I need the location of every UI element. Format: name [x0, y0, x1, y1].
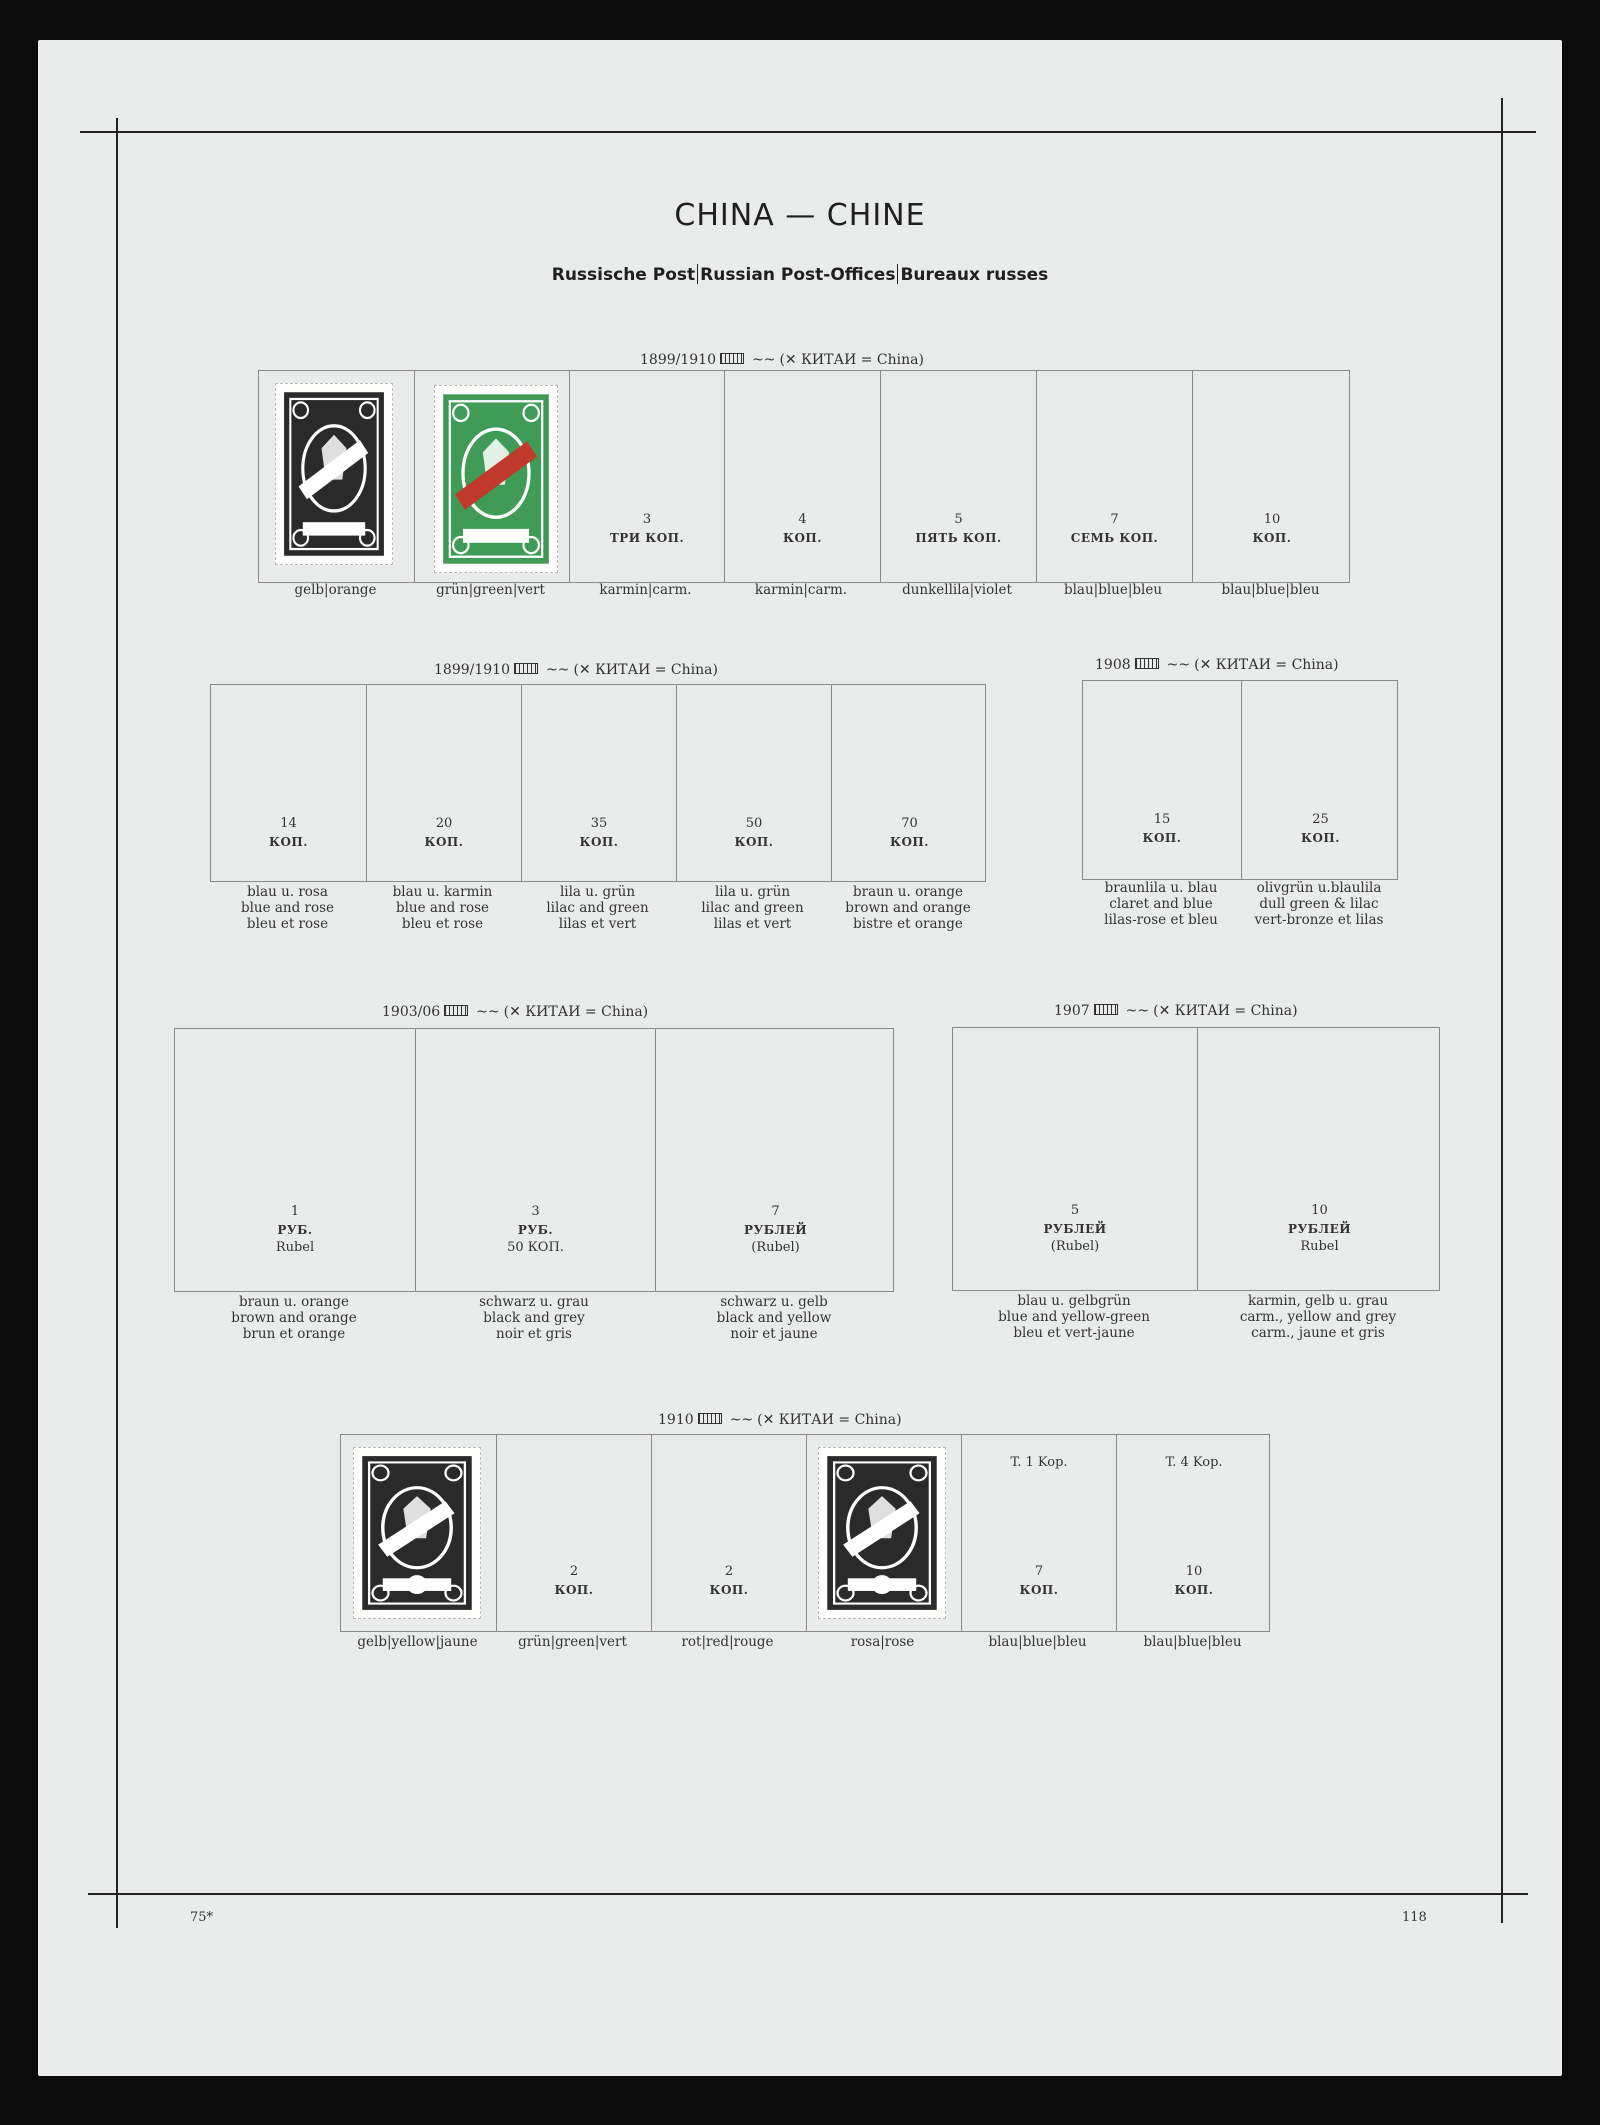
section-5-header: 1907 ~~ (✕ КИТАИ = China): [1054, 1003, 1298, 1019]
stamp-color-caption: rot|red|rouge: [681, 1634, 774, 1650]
caption-line: bleu et vert-jaune: [1013, 1325, 1135, 1341]
denomination-unit: РУБ.: [517, 1223, 554, 1237]
stamp-color-caption: [1072, 880, 1250, 928]
denomination-unit: КОП.: [709, 1583, 749, 1597]
section-2-box: [210, 684, 986, 882]
denomination-number: 1: [290, 1204, 300, 1219]
denomination-number: 70: [901, 816, 918, 831]
denomination-extra: (Rubel): [1050, 1239, 1100, 1254]
stamp-denomination: [1198, 1202, 1441, 1256]
perforation-icon: [720, 353, 744, 364]
section-1-box: [258, 370, 1350, 583]
stamp-color-caption: [644, 1294, 904, 1342]
stamp-denomination: [652, 1563, 806, 1599]
caption-line: braunlila u. blau: [1104, 880, 1218, 896]
stamp-denomination: [725, 511, 880, 547]
caption-line: blue and rose: [240, 900, 335, 916]
section6-stamp-space-2: [496, 1435, 651, 1631]
caption-line: blau u. gelbgrün: [1017, 1293, 1131, 1309]
caption-line: braun u. orange: [852, 884, 964, 900]
section-3-box: [1082, 680, 1398, 880]
denomination-number: 7: [771, 1204, 780, 1219]
page-subtitle: [0, 264, 1600, 285]
denomination-unit: РУБ.: [277, 1223, 313, 1237]
stamp-color-caption: grün|green|vert: [518, 1634, 627, 1650]
section2-stamp-space-1: [211, 685, 366, 881]
subtitle-de: Russische Post: [551, 265, 696, 285]
stamp-color-caption: [510, 884, 685, 932]
stamp-color-caption: [1230, 880, 1408, 928]
stamp-denomination: [367, 815, 521, 851]
stamp-color-caption: [355, 884, 530, 932]
section-5-box: [952, 1027, 1440, 1291]
section3-stamp-space-1: [1083, 681, 1241, 879]
caption-line: lila u. grün: [714, 884, 791, 900]
footer-page-number: 118: [1402, 1910, 1427, 1925]
stamp-color-caption: [942, 1293, 1206, 1341]
subtitle-fr: Bureaux russes: [900, 265, 1049, 285]
stamp-color-caption: blau|blue|bleu: [1221, 582, 1320, 598]
frame-bottom-rule: [88, 1893, 1528, 1895]
section5-stamp-space-2: [1197, 1028, 1441, 1290]
perforation-icon: [698, 1413, 722, 1424]
caption-line: schwarz u. grau: [479, 1294, 589, 1310]
stamp-denomination: [522, 815, 676, 851]
denomination-number: 25: [1312, 812, 1329, 827]
stamp-denomination: [497, 1563, 651, 1599]
stamp-color-caption: karmin|carm.: [599, 582, 692, 598]
denomination-extra: Rubel: [1300, 1239, 1339, 1254]
denomination-number: 2: [724, 1564, 734, 1579]
stamp-type-label: T. 1 Kop.: [1010, 1455, 1068, 1470]
denomination-unit: КОП.: [1019, 1583, 1059, 1597]
stamp-denomination: [1117, 1563, 1271, 1599]
section-4-box: [174, 1028, 894, 1292]
denomination-unit: КОП.: [424, 835, 464, 849]
denomination-unit: КОП.: [579, 835, 619, 849]
denomination-number: 5: [1070, 1203, 1080, 1218]
section4-stamp-space-3: [655, 1029, 895, 1291]
stamp-denomination: [656, 1203, 895, 1257]
caption-line: carm., jaune et gris: [1251, 1325, 1385, 1341]
subtitle-en: Russian Post-Offices: [700, 265, 896, 285]
denomination-extra: (Rubel): [751, 1240, 800, 1255]
mounted-stamp-image: [353, 1447, 481, 1619]
section-2-header: 1899/1910 ~~ (✕ КИТАИ = China): [434, 662, 718, 678]
stamp-color-caption: gelb|orange: [294, 582, 377, 598]
caption-line: lilas-rose et bleu: [1104, 912, 1218, 928]
section6-stamp-space-5: [961, 1435, 1116, 1631]
caption-line: blau u. rosa: [247, 884, 328, 900]
frame-top-rule: [80, 131, 1536, 133]
caption-line: lilac and green: [546, 900, 649, 916]
denomination-unit: КОП.: [1301, 831, 1340, 845]
section1-stamp-space-7: [1192, 371, 1351, 582]
caption-line: brown and orange: [845, 900, 971, 916]
section1-stamp-space-6: [1036, 371, 1192, 582]
caption-line: brun et orange: [242, 1326, 346, 1342]
stamp-color-caption: [200, 884, 375, 932]
section-4-header: 1903/06 ~~ (✕ КИТАИ = China): [382, 1004, 649, 1020]
caption-line: black and grey: [483, 1310, 585, 1326]
footer-left-number: 75*: [190, 1910, 214, 1925]
caption-line: black and yellow: [716, 1310, 832, 1326]
denomination-unit: КОП.: [734, 835, 774, 849]
denomination-unit: КОП.: [554, 1583, 594, 1597]
denomination-unit: СЕМЬ КОП.: [1070, 531, 1159, 545]
denomination-number: 3: [531, 1204, 540, 1219]
denomination-unit: КОП.: [1174, 1583, 1214, 1597]
caption-line: dull green & lilac: [1259, 896, 1379, 912]
denomination-unit: КОП.: [1142, 831, 1182, 845]
mounted-stamp-image: [818, 1447, 946, 1619]
watermark-icon: ~~: [1125, 1003, 1150, 1019]
stamp-denomination: [962, 1563, 1116, 1599]
caption-line: lilac and green: [701, 900, 804, 916]
denomination-unit: РУБЛЕЙ: [1043, 1222, 1107, 1236]
caption-line: braun u. orange: [238, 1294, 350, 1310]
section1-stamp-space-4: [724, 371, 880, 582]
mounted-stamp-image: [275, 383, 393, 565]
caption-line: brown and orange: [231, 1310, 357, 1326]
caption-line: lilas et vert: [713, 916, 792, 932]
stamp-color-caption: blau|blue|bleu: [1143, 1634, 1242, 1650]
denomination-number: 10: [1263, 512, 1281, 527]
stamp-denomination: [1193, 511, 1351, 547]
stamp-color-caption: [164, 1294, 424, 1342]
watermark-icon: ~~: [751, 352, 776, 368]
frame-left-rule: [116, 118, 118, 1928]
section2-stamp-space-3: [521, 685, 676, 881]
stamp-color-caption: [404, 1294, 664, 1342]
watermark-icon: ~~: [1166, 657, 1191, 673]
denomination-unit: КОП.: [890, 835, 929, 849]
denomination-number: 20: [435, 816, 453, 831]
denomination-unit: РУБЛЕЙ: [1287, 1222, 1352, 1236]
denomination-number: 15: [1153, 812, 1171, 827]
watermark-icon: ~~: [729, 1412, 754, 1428]
denomination-number: 10: [1311, 1203, 1328, 1218]
caption-line: karmin, gelb u. grau: [1247, 1293, 1389, 1309]
section2-stamp-space-2: [366, 685, 521, 881]
caption-line: bleu et rose: [246, 916, 329, 932]
stamp-color-caption: blau|blue|bleu: [988, 1634, 1087, 1650]
caption-line: schwarz u. gelb: [720, 1294, 828, 1310]
stamp-color-caption: [1186, 1293, 1450, 1341]
section-6-header: 1910 ~~ (✕ КИТАИ = China): [658, 1412, 902, 1428]
caption-line: claret and blue: [1109, 896, 1213, 912]
caption-line: blue and rose: [395, 900, 490, 916]
stamp-denomination: [570, 511, 724, 547]
denomination-number: 7: [1110, 512, 1119, 527]
perforation-icon: [514, 663, 538, 674]
stamp-denomination: [211, 815, 366, 851]
caption-line: noir et gris: [496, 1326, 572, 1342]
stamp-color-caption: gelb|yellow|jaune: [357, 1634, 478, 1650]
denomination-number: 35: [590, 816, 608, 831]
denomination-number: 3: [642, 512, 652, 527]
section3-stamp-space-2: [1241, 681, 1399, 879]
denomination-unit: КОП.: [269, 835, 308, 849]
caption-line: lila u. grün: [559, 884, 636, 900]
page-title: CHINA — CHINE: [674, 198, 926, 233]
stamp-denomination: [953, 1202, 1197, 1256]
caption-line: blau u. karmin: [392, 884, 493, 900]
caption-line: vert-bronze et lilas: [1254, 912, 1384, 928]
denomination-unit: КОП.: [1252, 531, 1292, 545]
perforation-icon: [1094, 1004, 1118, 1015]
stamp-color-caption: [665, 884, 840, 932]
stamp-denomination: [416, 1203, 655, 1257]
caption-line: noir et jaune: [730, 1326, 818, 1342]
section-1-header: 1899/1910 ~~ (✕ КИТАИ = China): [640, 352, 924, 368]
stamp-color-caption: rosa|rose: [850, 1634, 915, 1650]
watermark-icon: ~~: [476, 1004, 500, 1020]
caption-line: lilas et vert: [558, 916, 637, 932]
mounted-stamp-image: [434, 385, 558, 573]
denomination-number: 7: [1034, 1564, 1044, 1579]
section1-stamp-space-3: [569, 371, 724, 582]
stamp-type-label: T. 4 Kop.: [1165, 1455, 1223, 1470]
denomination-extra: Rubel: [275, 1240, 315, 1255]
stamp-color-caption: grün|green|vert: [436, 582, 545, 598]
denomination-unit: КОП.: [783, 531, 822, 545]
denomination-number: 4: [798, 512, 807, 527]
section2-stamp-space-4: [676, 685, 831, 881]
stamp-color-caption: karmin|carm.: [754, 582, 848, 598]
frame-right-rule: [1501, 98, 1503, 1923]
section2-stamp-space-5: [831, 685, 987, 881]
stamp-denomination: [1242, 811, 1399, 847]
section1-stamp-space-5: [880, 371, 1036, 582]
section-3-header: 1908 ~~ (✕ КИТАИ = China): [1095, 657, 1339, 673]
perforation-icon: [1135, 658, 1159, 669]
caption-line: olivgrün u.blaulila: [1256, 880, 1382, 896]
section6-stamp-space-6: [1116, 1435, 1271, 1631]
denomination-number: 50: [745, 816, 763, 831]
stamp-denomination: [1083, 811, 1241, 847]
denomination-unit: РУБЛЕЙ: [743, 1223, 808, 1237]
denomination-number: 14: [280, 816, 297, 831]
denomination-number: 2: [569, 1564, 579, 1579]
section6-stamp-space-3: [651, 1435, 806, 1631]
stamp-color-caption: [820, 884, 996, 932]
stamp-denomination: [677, 815, 831, 851]
denomination-unit: ПЯТЬ КОП.: [915, 531, 1002, 545]
caption-line: blue and yellow-green: [998, 1309, 1150, 1325]
denomination-extra: 50 КОП.: [507, 1240, 564, 1255]
denomination-number: 10: [1185, 1564, 1203, 1579]
perforation-icon: [444, 1005, 468, 1016]
section4-stamp-space-1: [175, 1029, 415, 1291]
stamp-color-caption: blau|blue|bleu: [1063, 582, 1163, 598]
section5-stamp-space-1: [953, 1028, 1197, 1290]
stamp-denomination: [1037, 511, 1192, 547]
caption-line: carm., yellow and grey: [1239, 1309, 1397, 1325]
denomination-unit: ТРИ КОП.: [609, 531, 685, 545]
stamp-denomination: [832, 815, 987, 851]
caption-line: bleu et rose: [401, 916, 484, 932]
caption-line: bistre et orange: [853, 916, 963, 932]
section-6-box: [340, 1434, 1270, 1632]
stamp-color-caption: dunkellila|violet: [902, 582, 1012, 598]
section4-stamp-space-2: [415, 1029, 655, 1291]
stamp-denomination: [881, 511, 1036, 547]
denomination-number: 5: [954, 512, 963, 527]
watermark-icon: ~~: [545, 662, 570, 678]
stamp-denomination: [175, 1203, 415, 1257]
